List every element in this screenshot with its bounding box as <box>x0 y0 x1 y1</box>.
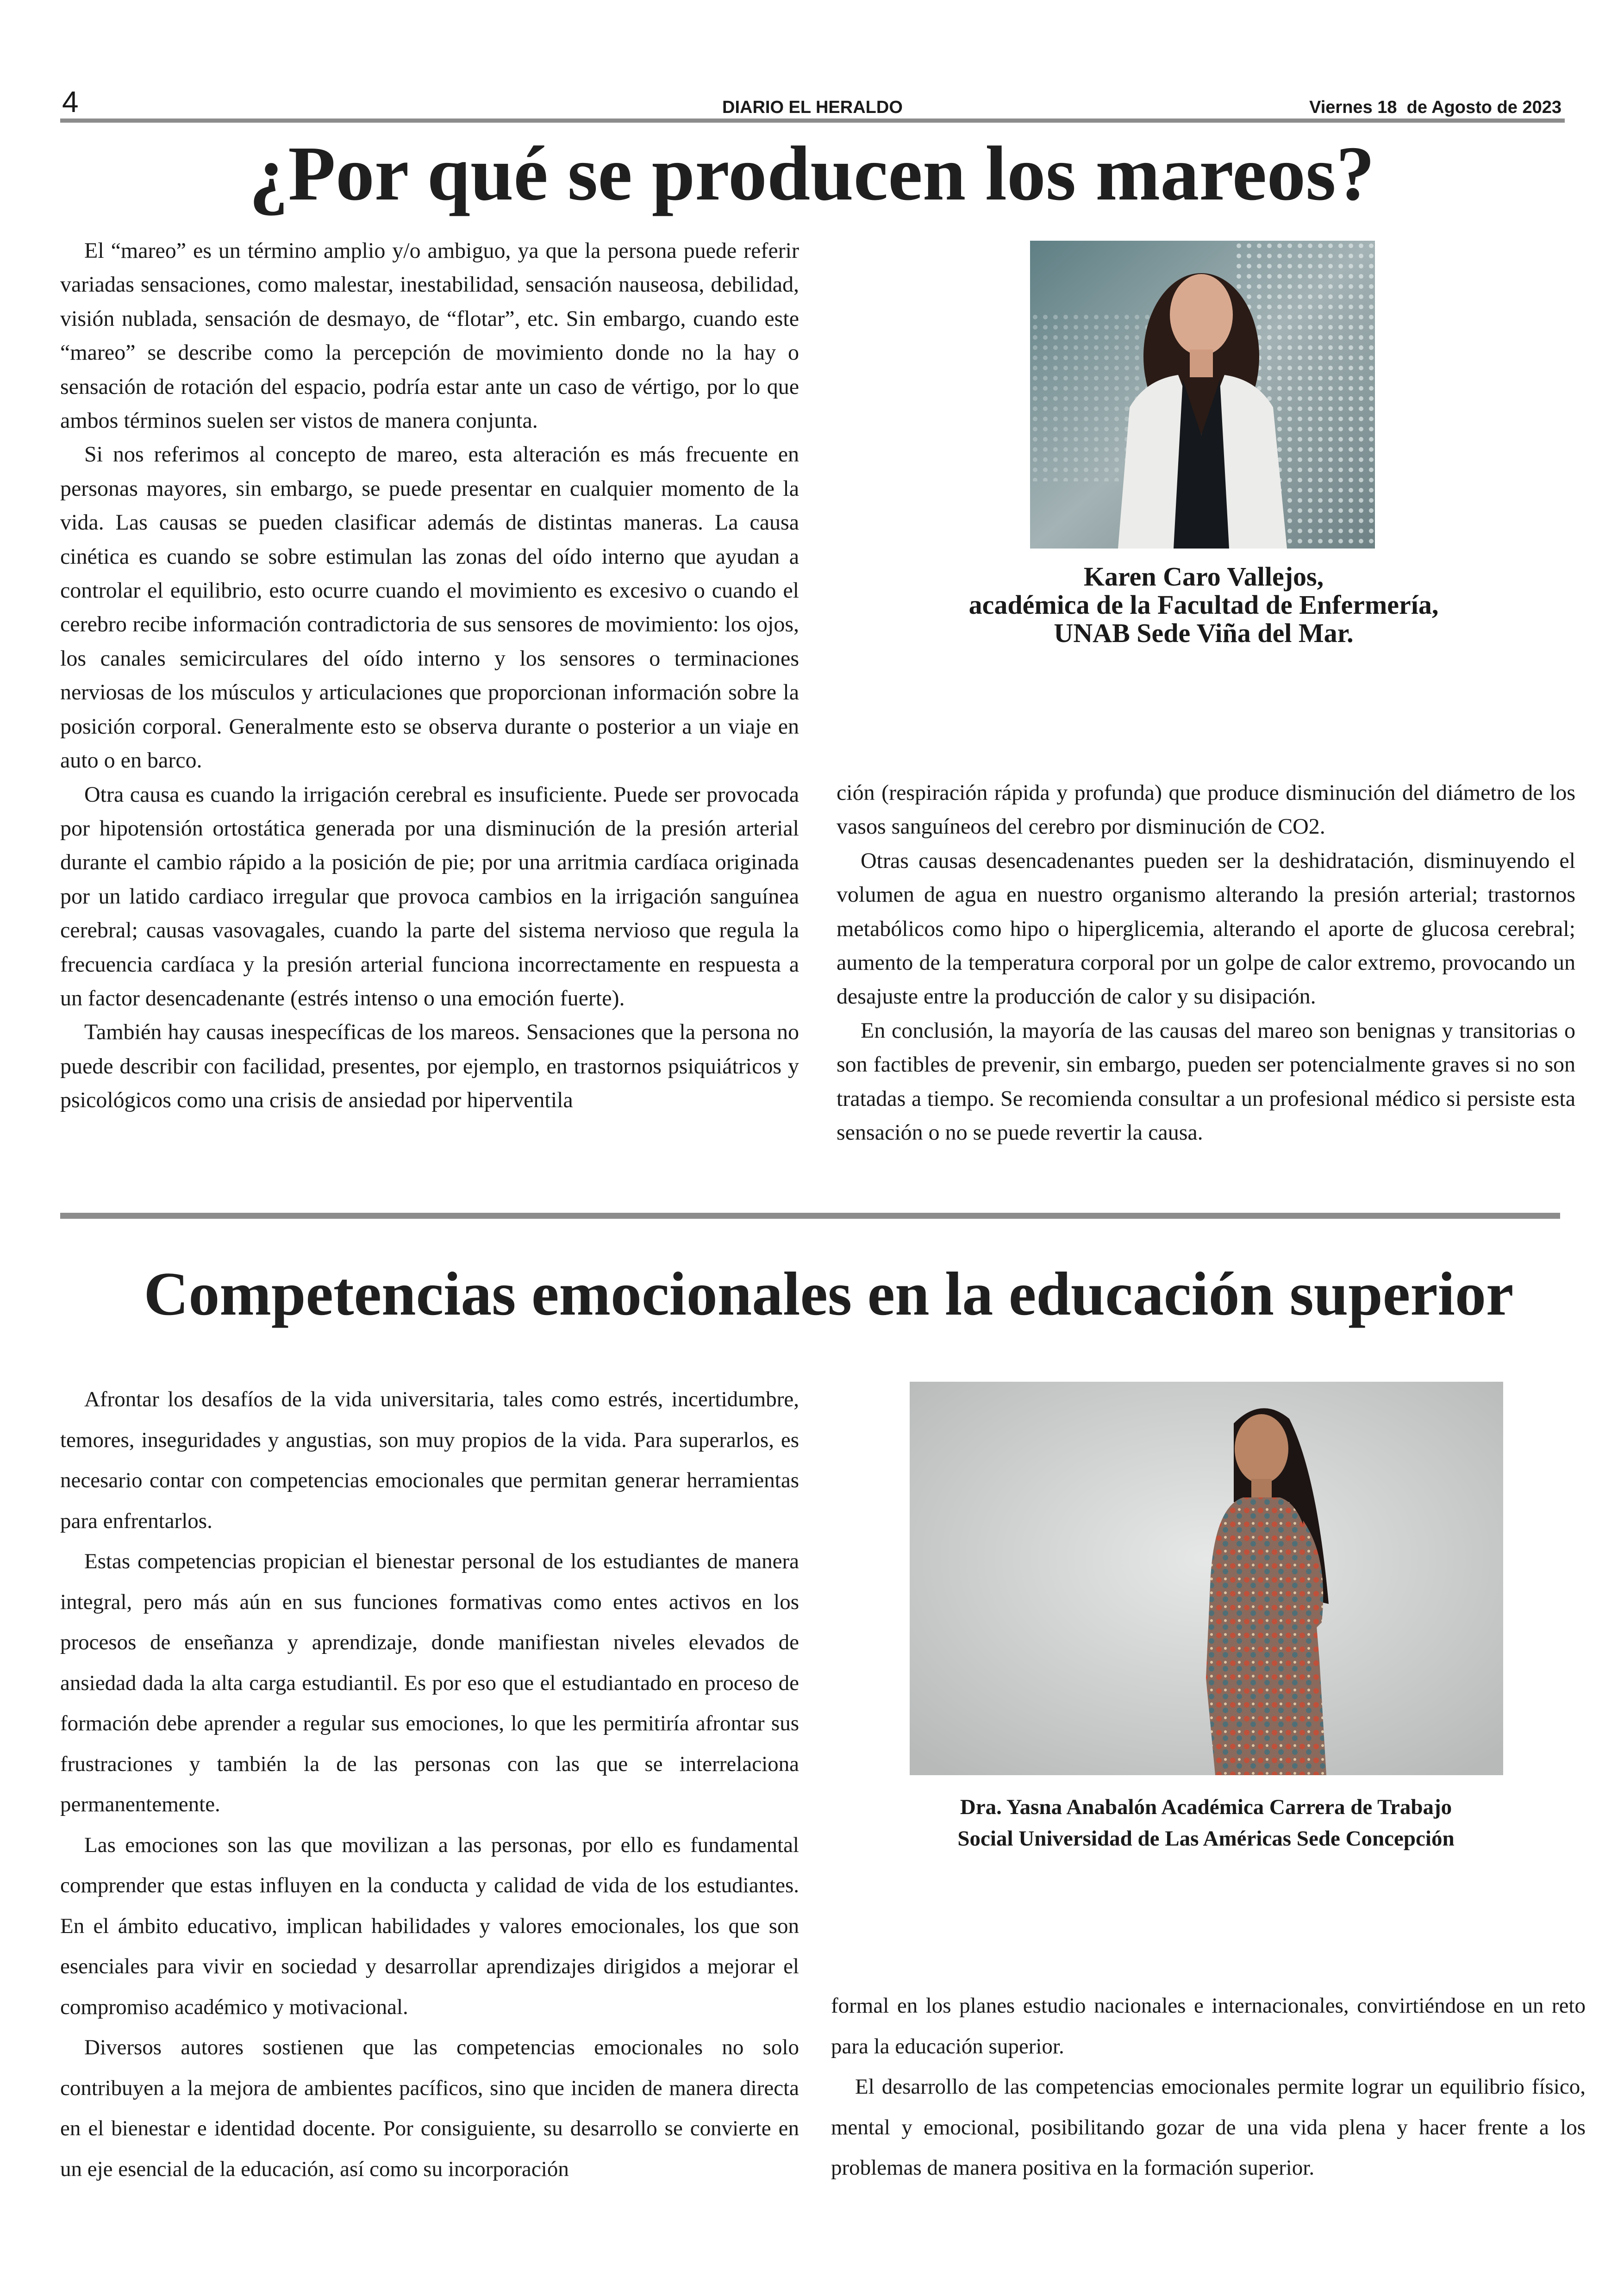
section-divider <box>60 1213 1560 1219</box>
caption-line: Karen Caro Vallejos, <box>1083 561 1324 592</box>
article2-column-2 <box>831 1986 1586 2189</box>
article1-paragraph: También hay causas inespecíficas de los mareos. Sensaciones que la persona no puede describir con facilidad, presentes, por ejemplo, en trastornos psiquiátricos y psicológicos como una crisis de ansiedad por hiperventila <box>60 1020 799 1113</box>
article2-photo-caption <box>896 1791 1516 1854</box>
caption-line: Social Universidad de Las Américas Sede Concepción <box>957 1827 1455 1851</box>
newspaper-name: DIARIO EL HERALDO <box>722 98 903 117</box>
article2-column-1 <box>60 1379 799 2189</box>
article1-column-2 <box>837 776 1575 1149</box>
page-number: 4 <box>62 85 79 118</box>
article1-paragraph: En conclusión, la mayoría de las causas del mareo son benignas y transitorias o son factibles de prevenir, sin embargo, pueden ser potencialmente graves si no son tratadas a tiempo. Se recomienda consultar a un profesional médico si persiste esta sensación o no se puede revertir la causa. <box>837 1018 1575 1145</box>
caption-line: académica de la Facultad de Enfermería, <box>968 590 1439 620</box>
header-rule <box>60 118 1565 123</box>
issue-date: Viernes 18 de Agosto de 2023 <box>1309 98 1562 117</box>
article1-paragraph: Otra causa es cuando la irrigación cerebral es insuficiente. Puede ser provocada por hipotensión ortostática generada por una disminución de la presión arterial durante el cambio rápido a la posición de pie; por una arritmia cardíaca originada por un latido cardiaco irregular que provoca cambios en la irrigación sanguínea cerebral; causas vasovagales, cuando la parte del sistema nervioso que regula la frecuencia cardíaca y la presión arterial funciona incorrectamente en respuesta a un factor desencadenante (estrés intenso o una emoción fuerte). <box>60 782 799 1010</box>
article1-photo-caption <box>880 562 1528 647</box>
article1-column-1 <box>60 234 799 1117</box>
article1-paragraph: ción (respiración rápida y profunda) que produce disminución del diámetro de los vasos sanguíneos del cerebro por disminución de CO2. <box>837 780 1575 839</box>
article1-paragraph: Otras causas desencadenantes pueden ser la deshidratación, disminuyendo el volumen de agua en nuestro organismo alterando la presión arterial; trastornos metabólicos como hipo o hiperglicemia, alterando el aporte de glucosa cerebral; aumento de la temperatura corporal por un golpe de calor extremo, provocando un desajuste entre la producción de calor y su disipación. <box>837 848 1575 1009</box>
article2-paragraph: formal en los planes estudio nacionales e internacionales, convirtiéndose en un reto para la educación superior. <box>831 1994 1586 2058</box>
portrait-photo-karen-caro <box>1030 241 1375 549</box>
caption-line: Dra. Yasna Anabalón Académica Carrera de Trabajo <box>960 1795 1452 1819</box>
article2-paragraph: El desarrollo de las competencias emocionales permite lograr un equilibrio físico, mental y emocional, posibilitando gozar de una vida plena y hacer frente a los problemas de manera positiva en la formación superior. <box>831 2075 1586 2180</box>
article1-paragraph: El “mareo” es un término amplio y/o ambiguo, ya que la persona puede referir variadas sensaciones, como malestar, inestabilidad, sensación nauseosa, debilidad, visión nublada, sensación de desmayo, de “flotar”, etc. Sin embargo, cuando este “mareo” se describe como la percepción de movimiento donde no la hay o sensación de rotación del espacio, podría estar ante un caso de vértigo, por lo que ambos términos suelen ser vistos de manera conjunta. <box>60 238 799 433</box>
article2-title: Competencias emocionales en la educación superior <box>144 1260 1514 1328</box>
article2-paragraph: Estas competencias propician el bienestar personal de los estudiantes de manera integral, pero más aún en sus funciones formativas como entes activos en los procesos de enseñanza y aprendizaje, donde manifiestan niveles elevados de ansiedad dada la alta carga estudiantil. Es por eso que el estudiantado en proceso de formación debe aprender a regular sus emociones, lo que les permitiría afrontar sus frustraciones y también la de las personas con las que se interrelaciona permanentemente. <box>60 1549 799 1816</box>
portrait-photo-yasna-anabalon <box>910 1382 1503 1775</box>
article2-paragraph: Diversos autores sostienen que las competencias emocionales no solo contribuyen a la mejora de ambientes pacíficos, sino que inciden de manera directa en el bienestar e identidad docente. Por consiguiente, su desarrollo se convierte en un eje esencial de la educación, así como su incorporación <box>60 2035 799 2181</box>
caption-line: UNAB Sede Viña del Mar. <box>1054 618 1354 648</box>
article2-paragraph: Afrontar los desafíos de la vida universitaria, tales como estrés, incertidumbre, temores, inseguridades y angustias, son muy propios de la vida. Para superarlos, es necesario contar con competencias emocionales que permitan generar herramientas para enfrentarlos. <box>60 1387 799 1533</box>
article1-title: ¿Por qué se producen los mareos? <box>249 131 1375 217</box>
article1-paragraph: Si nos referimos al concepto de mareo, esta alteración es más frecuente en personas mayores, sin embargo, se puede presentar en cualquier momento de la vida. Las causas se pueden clasificar además de distintas maneras. La causa cinética es cuando se sobre estimulan las zonas del oído interno que ayudan a controlar el equilibrio, esto ocurre cuando el movimiento es excesivo o cuando el cerebro recibe información contradictoria de sus sensores de movimiento: los ojos, los canales semicirculares del oído interno y los sensores o terminaciones nerviosas de los músculos y articulaciones que proporcionan información sobre la posición corporal. Generalmente esto se observa durante o posterior a un viaje en auto o en barco. <box>60 442 799 773</box>
article2-paragraph: Las emociones son las que movilizan a las personas, por ello es fundamental comprender que estas influyen en la conducta y calidad de vida de los estudiantes. En el ámbito educativo, implican habilidades y valores emocionales, los que son esenciales para vivir en sociedad y desarrollar aprendizajes dirigidos a mejorar el compromiso académico y motivacional. <box>60 1833 799 2019</box>
